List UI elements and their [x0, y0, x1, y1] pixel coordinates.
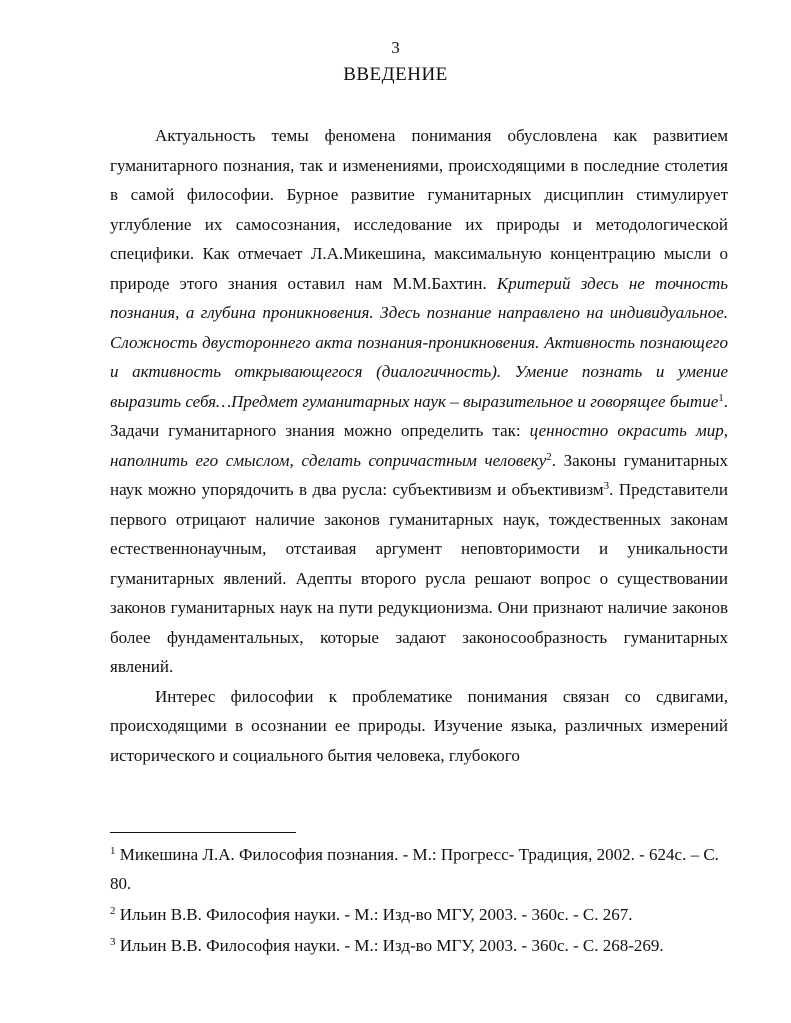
footnote-mark: 1 — [110, 845, 116, 857]
footnote-text: Ильин В.В. Философия науки. - М.: Изд-во МГУ, 2003. - 360с. - С. 267. — [115, 905, 633, 924]
footnote-ref-1: 1 — [718, 391, 724, 404]
footnote-ref-2: 2 — [546, 450, 552, 463]
footnote-divider — [110, 832, 296, 833]
footnote-1 — [110, 840, 728, 898]
p1-sentence-4: . Представители первого отрицают наличие законов гуманитарных наук, тождественных законам естественнонаучным, отстаивая аргумент неповторимости и уникальности гуманитарных явлений. Адепты второго русла решают вопрос о существовании законов гуманитарных наук на пути редукционизма. Они признают наличие законов более фундаментальных, которые задают законосообразность гуманитарных явлений. — [110, 480, 728, 676]
footnote-mark: 2 — [110, 905, 116, 917]
footnotes — [110, 840, 728, 962]
footnote-text: Микешина Л.А. Философия познания. - М.: Прогресс- Традиция, 2002. - 624с. – С. 80. — [110, 845, 719, 893]
footnote-mark: 3 — [110, 936, 116, 948]
p1-sentence-3: . Законы гуманитарных наук можно упорядочить в два русла: субъективизм и объективизм — [110, 450, 729, 499]
p1-sentence-2: . Задачи гуманитарного знания можно определить так: — [110, 391, 728, 440]
paragraph-2: Интерес философии к проблематике понимания связан со сдвигами, происходящими в осознании ее природы. Изучение языка, различных измерений исторического и социального бытия человека, глубокого — [110, 686, 728, 765]
p1-quote-tasks: ценностно окрасить мир, наполнить его смыслом, сделать сопричастным человеку — [110, 421, 729, 470]
footnote-2 — [110, 900, 728, 929]
main-text — [110, 121, 728, 770]
footnote-3 — [110, 931, 728, 960]
paragraph-1 — [110, 121, 728, 682]
page-number: 3 — [391, 38, 400, 57]
footnote-text: Ильин В.В. Философия науки. - М.: Изд-во МГУ, 2003. - 360с. - С. 268-269. — [115, 936, 664, 955]
p1-sentence-1: Актуальность темы феномена понимания обусловлена как развитием гуманитарного познания, так и изменениями, происходящими в последние столетия в самой философии. Бурное развитие гуманитарных дисциплин стимулирует углубление их самосознания, исследование их природы и методологической специфики. Как отмечает Л.А.Микешина, максимальную концентрацию мысли о природе этого знания оставил нам М.М.Бахтин. — [110, 126, 728, 293]
p1-quote-bakhtin: Критерий здесь не точность познания, а глубина проникновения. Здесь познание направлено на индивидуальное. Сложность двустороннего акта познания-проникновения. Активность познающего и активность открывающегося (диалогичность). Умение познать и умение выразить себя…Предмет гуманитарных наук – выразительное и говорящее бытие — [110, 273, 728, 411]
page-title: ВВЕДЕНИЕ — [343, 64, 448, 85]
footnote-ref-3: 3 — [603, 480, 610, 492]
